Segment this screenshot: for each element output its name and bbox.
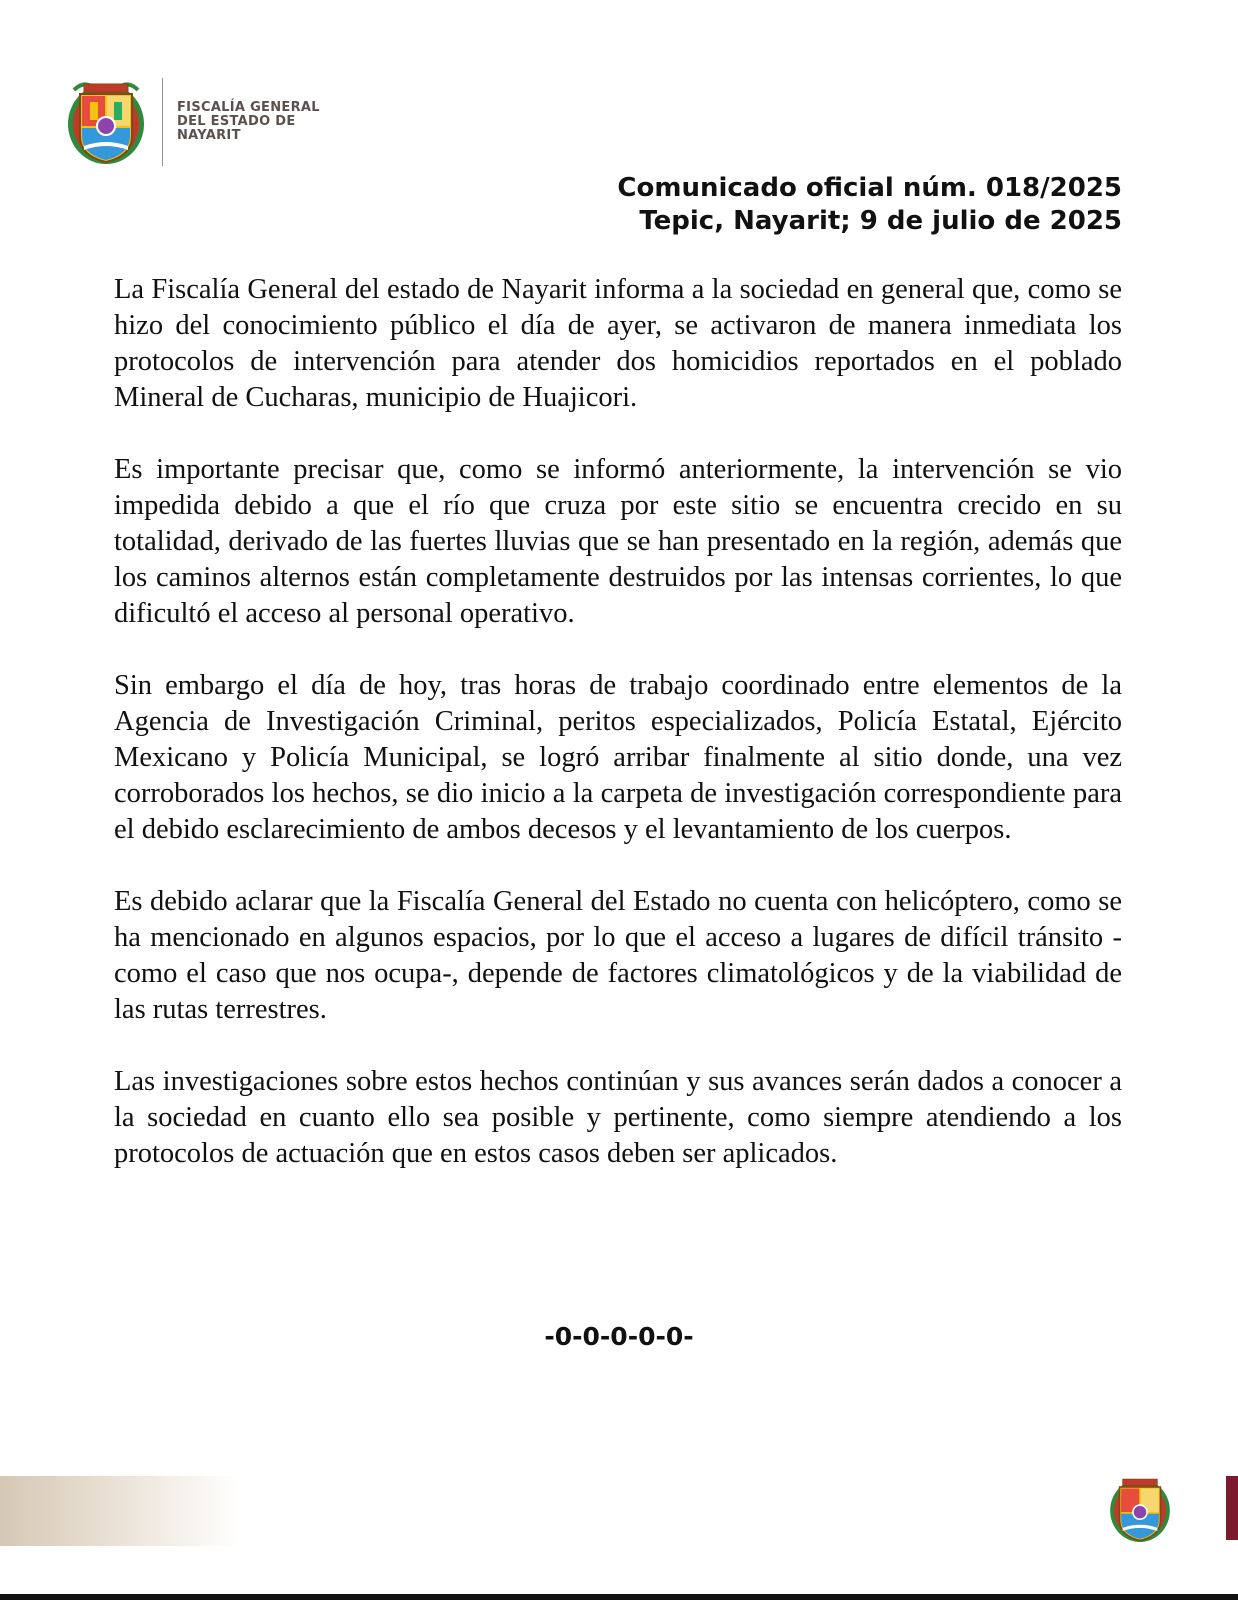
organization-name: [177, 101, 320, 143]
communique-number: Comunicado oficial núm. 018/2025: [617, 173, 1122, 203]
paragraph-5: Las investigaciones sobre estos hechos continúan y sus avances serán dados a conocer a la sociedad en cuanto ello sea posible y pertinente, como siempre atendiendo a los protocolos de actuación que en estos casos deben ser aplicados.: [114, 1066, 1122, 1169]
org-name-line-2: DEL ESTADO DE: [177, 114, 296, 129]
communique-place-date: Tepic, Nayarit; 9 de julio de 2025: [639, 206, 1122, 236]
paragraph-1: La Fiscalía General del estado de Nayarit informa a la sociedad en general que, como se hizo del conocimiento público el día de ayer, se activaron de manera inmediata los protocolos de intervención para atender dos homicidios reportados en el poblado Mineral de Cucharas, municipio de Huajicori.: [114, 274, 1122, 413]
communique-body: [114, 272, 1122, 1208]
page-bottom-border: [0, 1594, 1238, 1600]
coat-of-arms-icon: [64, 76, 148, 168]
footer-coat-of-arms-icon: [1107, 1472, 1173, 1546]
header-divider: [162, 78, 163, 166]
paragraph-3: Sin embargo el día de hoy, tras horas de trabajo coordinado entre elementos de la Agencia de Investigación Criminal, peritos especializados, Policía Estatal, Ejército Mexicano y Policía Municipal, se logró arribar finalmente al sitio donde, una vez corroborados los hechos, se dio inicio a la carpeta de investigación correspondiente para el debido esclarecimiento de ambos decesos y el levantamiento de los cuerpos.: [114, 670, 1122, 845]
letterhead: [64, 74, 320, 170]
paragraph-4: Es debido aclarar que la Fiscalía General del Estado no cuenta con helicóptero, como se ha mencionado en algunos espacios, por lo que el acceso a lugares de difícil tránsito -como el caso que nos ocupa-, depende de factores climatológicos y de la viabilidad de las rutas terrestres.: [114, 886, 1122, 1025]
org-name-line-1: FISCALÍA GENERAL: [177, 100, 320, 115]
communique-heading: [617, 172, 1122, 238]
footer-accent-bar: [1226, 1476, 1238, 1540]
org-name-line-3: NAYARIT: [177, 128, 241, 143]
footer-gradient-band: [0, 1476, 240, 1546]
paragraph-2: Es importante precisar que, como se informó anteriormente, la intervención se vio impedida debido a que el río que cruza por este sitio se encuentra crecido en su totalidad, derivado de las fuertes lluvias que se han presentado en la región, además que los caminos alternos están completamente destruidos por las intensas corrientes, lo que dificultó el acceso al personal operativo.: [114, 454, 1122, 629]
closing-separator: -0-0-0-0-0-: [544, 1322, 694, 1351]
